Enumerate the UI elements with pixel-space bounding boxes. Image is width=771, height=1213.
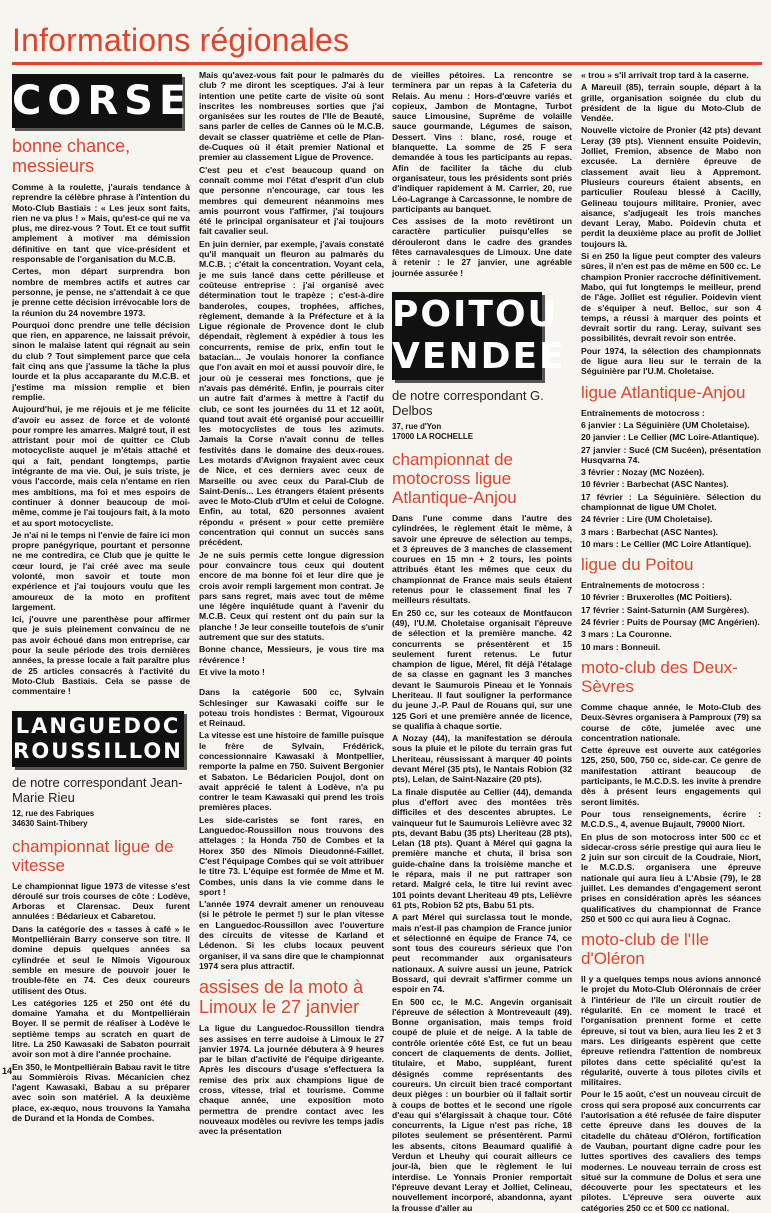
schedule-line: 3 mars : La Couronne. <box>581 629 672 640</box>
languedoc-paragraph: de vieilles pétoires. La rencontre se terminera par un repas à la Cafeteria du Relais. Au menu : Hors-d'œuvre variés et copieux, Jambon de Montagne, Turbot sauce Limousine, Suprême de volaille sauce gourmande, Légumes de saison, Dessert. Vins : blanc, rosé, rouge et blanquette. La somme de 25 F sera demandée à tous les participants au repas. Afin de faciliter la tâche du club organisateur, tous les présidents sont priés d'indiquer rapidement à M. Carrier, 20, rue Léo-Lagrange à Carcassonne, le nombre de participants au banquet. <box>392 70 572 214</box>
corse-paragraph: Comme à la roulette, j'aurais tendance à reprendre la célèbre phrase à l'intention du Moto-Club Bastiais : « Les jeux sont faits, rien ne va plus ! » Mais, qu'est-ce qui ne va plus, me direz-vous ? Tout. Et ce tout suffit amplement à motiver ma démission définitive en tant que vice-président et responsable de l'organisation du M.C.B. <box>12 182 190 265</box>
column-1 <box>12 70 193 1124</box>
languedoc-paragraph: Le championnat ligue 1973 de vitesse s'est déroulé sur trois courses de côte : Lodève, Arboras et Clarensac. Deux furent annulées : Bédarieux et Cabaretou. <box>12 880 190 922</box>
poitou-paragraph: « trou » s'il arrivait trop tard à la caserne. <box>581 70 749 80</box>
poitou-vendee-logo <box>392 292 566 380</box>
languedoc-roussillon-logo <box>12 711 184 767</box>
column-2 <box>199 70 384 1137</box>
schedule-line: 17 février : La Séguinière. Sélection du championnat de ligue UM Cholet. <box>581 491 761 512</box>
corse-paragraph: En juin dernier, par exemple, j'avais constaté qu'il manquait un fleuron au palmarès du M.C.B. ; c'était la concentration. Voyant cela, je me suis lancé dans cette périlleuse et coûteuse entreprise : j'ai organisé avec détermination tout le trapèze ; c'est-à-dire banderoles, coupes, trophées, affiches, règlement, demande à la Préfecture et à la Ligue régionale de Provence dont le club dépendait, règlement à expédier à tous les concurrents, remise de prix, enfin tout le batacian... Je voulais honorer la confiance que l'on avait en moi et aussi pouvoir dire, le jour où je cesserai mes fonctions, que je n'avais pas démérité. Enfin, je pourrais citer un autre fait d'armes à mettre à l'actif du club, ce sont les journées du 11 et 12 août, quand tout avait été organisé pour accueillir les motocyclistes de tous les azimuts. Jamais la Corse n'avait connu de telles festivités dans le domaine des deux-roues. Les motards d'Avignon frayaient avec ceux de Nice, et ces derniers avec ceux de Marseille ou avec ceux du Paral-Club de Saint-Denis... Les étrangers étaient présents avec le Moto-Club d'Ulm et celui de Cologne. Enfin, au total, 620 personnes avaient répondu « présent » pour cette première concentration qui connut un succès sans précédent. <box>199 238 384 548</box>
column-4 <box>581 70 761 1213</box>
schedule-line: 27 janvier : Sucé (CM Sucéen), présentation Husqvarna 74. <box>581 444 761 465</box>
poitou-paragraph: La finale disputée au Cellier (44), demanda plus d'effort avec des montées très difficiles et des descentes abruptes. Le vainqueur fut le Saumurois Lelièvre avec 32 pts, devant Babu (35 pts) Lheriteau (28 pts), Lelan (18 pts). Quant à Mérel qui gagna la première manche et chuta, il brisa son guide-chaîne dans la troisième manche et le répara, mais il ne put rattraper son retard. Malgré cela, le titre lui revint avec 101 points devant Lheriteau 49 pts, Lelièvre 61 pts, Robion 52 pts, Babu 51 pts. <box>392 786 572 910</box>
poitou-paragraph: En 500 cc, le M.C. Angevin organisait l'épreuve de sélection à Montreveault (49). Bonne organisation, mais temps froid coupé de pluie et de neige. A la table de contrôle orientée côté Est, ce fut un beau concert de claquements de dents. Jolliet, titulaire, et Mabo, suppléant, furent désignés comme représentants des coureurs. Un circuit bien tracé comportant deux pièges : un bourbier où il fallait sortir à coups de bottes et le second une rigole d'eau qui s'élargissait à chaque tour. Côté concurrents, la Ligue n'est pas riche, 18 pilotes seulement se présentèrent. Parmi les absents, citons Beaumard qualifié à Verdun et Lheuhy qui courait ailleurs ce jour-là, bien que le règlement le lui interdise. Le Yonnais Pronier remportait l'épreuve devant Leray et Jolliet, Celineau, nouvellement incorporé, abandonna, ayant la frousse d'aller au <box>392 996 572 1213</box>
corse-paragraph: Je ne suis permis cette longue digression pour convaincre tous ceux qui doutent encore de ma bonne foi et leur dire que je crois avoir rempli largement mon contrat. Je pars sans regret, mais avec tout de même une légère inquiétude quant à l'avenir du M.C.B. Ceux qui restent ont du pain sur la planche ! Je leur conseille toutefois de s'unir autrement que sur des statuts. <box>199 549 384 643</box>
atlantique-anjou-heading: ligue Atlantique-Anjou <box>581 382 746 402</box>
poitou-paragraph: A part Mérel qui surclassa tout le monde, mais n'est-il pas champion de France junior et sélectionné en équipe de France 74, ce sont tous des coureurs sérieux que l'on peut recommander aux organisateurs nationaux. A suivre aussi un jeune, Patrick Bossard, qui devrait s'affirmer comme un espoir en 74. <box>392 912 572 995</box>
schedule-line: 3 mars : Barbechat (ASC Nantes). <box>581 526 719 537</box>
poitou-address-line: 37, rue d'Yon <box>392 421 442 431</box>
schedule-line: Entraînements de motocross : <box>581 580 705 591</box>
poitou-paragraph: Comme chaque année, le Moto-Club des Deux-Sèvres organisera à Pamproux (79) sa course de côte, jumelée avec une concentration nationale. <box>581 701 761 743</box>
corse-paragraph: Mais qu'avez-vous fait pour le palmarès du club ? me diront les sceptiques. J'ai à leur intention une petite carte de visite où sont inscrites les nombreuses sorties que j'ai organisées sur les routes de l'Ile de Beauté, sans parler de celles de Cannes où le M.C.B. devait se classer quatrième et celle de Plan-de-Cuques où il était premier National et premier au classement Ligue de Provence. <box>199 70 384 163</box>
limoux-heading: assises de la moto à Limoux le 27 janvier <box>199 977 364 1018</box>
corse-paragraph: Et vive la moto ! <box>199 666 265 677</box>
schedule-line: 10 février : Bruxerolles (MC Poitiers). <box>581 592 732 603</box>
languedoc-heading: championnat ligue de vitesse <box>12 836 174 875</box>
poitou-paragraph: A Nozay (44), la manifestation se déroula sous la pluie et le pilote du terrain gras fut Lheriteau, réussissant à marquer 40 points devant Mérel (35 pts), le Nantais Robion (32 pts), Lelan, de Saint-Nazaire (20 pts). <box>392 733 572 785</box>
motocross-heading: championnat de motocross ligue Atlantique-Anjou <box>392 449 517 507</box>
schedule-line: 10 mars : Le Cellier (MC Loire Atlantique). <box>581 538 752 549</box>
schedule-line: 10 février : Barbechat (ASC Nantes). <box>581 479 729 490</box>
poitou-paragraph: Pour le 15 août, c'est un nouveau circuit de cross qui sera proposé aux concurrents car l'autorisation a été refusée de faire disputer cette épreuve dans les douves de la citadelle du château d'Oléron, fortification de Vauban, pourtant digne cadre pour les luttes sportives des cavaliers des temps modernes. Le nouveau terrain de cross est situé sur la commune de Dolus et sera une découverte pour les spectateurs et les pilotes. L'épreuve sera ouverte aux catégories 250 cc et 500 cc national. <box>581 1089 761 1213</box>
languedoc-logo-line: LANGUEDOC <box>15 713 181 738</box>
column-3 <box>392 70 572 1213</box>
languedoc-paragraph: Dans la catégorie 500 cc, Sylvain Schlesinger sur Kawasaki coiffe sur le poteau trois hondistes : Bermat, Vigouroux et Reinaud. <box>199 687 384 729</box>
schedule-line: 3 février : Nozay (MC Nozéen). <box>581 467 705 478</box>
schedule-line: 10 mars : Bonneuil. <box>581 641 661 652</box>
ligue-poitou-heading: ligue du Poitou <box>581 555 694 575</box>
schedule-line: 24 février : Lire (UM Choletaise). <box>581 514 713 525</box>
schedule-line: Entraînements de motocross : <box>581 407 705 418</box>
languedoc-paragraph: Les catégories 125 et 250 ont été du domaine Yamaha et du Montpelliérain Boyer. Il se permit de réaliser à Lodève le septième temps au scratch en quart de litre. La 250 Kawasaki de Sabaton pourrait avoir son mot à dire l'année prochaine. <box>12 997 190 1060</box>
languedoc-address-line: 34630 Saint-Thibery <box>12 818 88 828</box>
vendee-logo-line: VENDEE <box>392 335 566 377</box>
page-title: Informations régionales <box>12 22 350 58</box>
corse-paragraph: Aujourd'hui, je me réjouis et je me félicite d'avoir eu assez de force et de volonté pour rompre les amarres. Malgré tout, il est attristant pour moi de quitter ce Club motocycliste auquel je m'étais attaché et qui a fait, pendant longtemps, partie intégrante de ma vie. Oui, je suis triste, je vous l'accorde, mais cela n'entame en rien mes ambitions, ma foi et mes espoirs de continuer à donner beaucoup de moi-même, comme je l'ai toujours fait, à la moto et au sport motocycliste. <box>12 404 190 528</box>
poitou-address <box>392 422 572 442</box>
poitou-paragraph: En 250 cc, sur les coteaux de Montfaucon (49), l'U.M. Choletaise organisait l'épreuve de sélection et la première manche. 42 concurrents se présentèrent et 15 seulement furent retenus. Le futur champion de ligue, Mérel, fit déjà l'étalage de sa classe en gagnant les 3 manches devant le Saumurois Pineau et le Yonnais Lheriteau. Il faut souligner la performance du jeune J.-P. Paul de Rouans qui, sur une 125 Gori et une première année de licence, se qualifia à chaque sortie. <box>392 607 572 731</box>
poitou-correspondent: de notre correspondant G. Delbos <box>392 387 544 418</box>
poitou-logo-line: POITOU <box>392 293 559 335</box>
languedoc-address-line: 12, rue des Fabriques <box>12 808 95 818</box>
languedoc-correspondent: de notre correspondant Jean-Marie Rieu <box>12 774 183 805</box>
languedoc-paragraph: La ligue du Languedoc-Roussillon tiendra ses assises en terre audoise à Limoux le 27 janvier 1974. La journée débutera à 9 heures par le bilan d'activité de l'équipe dirigeante. Après les discours d'usage s'effectuera la remise des prix aux champions ligue de cross, vitesse, trial et tourisme. Comme chaque année, une exposition moto permettra de prendre contact avec les nouveaux modèles ou revivre les temps jadis avec la présentation <box>199 1023 384 1137</box>
corse-paragraph: Certes, mon départ surprendra bon nombre de membres actifs et autres car personne, je pense, ne s'attendait à ce que je prenne cette décision irrévocable lors de la réunion du 24 novembre 1973. <box>12 266 190 318</box>
poitou-paragraph: Si en 250 la ligue peut compter des valeurs sûres, il n'en est pas de même en 500 cc. Le champion Pronier raccroche définitivement. Mabo, qui fut longtemps le meilleur, prend de l'âge. Jolliet est régulier. Poidevin vient de s'équiper à neuf. Belloc, sur son 4 temps, a réussi à marquer des points et devrait sortir du rang. Leray, suivant ses possibilités, devrait revoir son entrée. <box>581 251 761 344</box>
corse-paragraph: Pourquoi donc prendre une telle décision que rien, en apparence, ne laissait prévoir, sinon le malaise latent qui régnait au sein du club ? Tout simplement parce que cela fait cinq ans que j'assume la tâche la plus lourde et la plus accaparante du M.C.B. et j'estime ma mission remplie et bien remplie. <box>12 319 190 402</box>
languedoc-paragraph: La vitesse est une histoire de famille puisque le frère de Sylvain, Frédérick, concessionnaire Kawasaki à Montpellier, remporte la palme en 750. Suivent Bergonier et Sabaton. Le Bédaricien Poujol, dont on avait apprécié le talent à Lodève, n'a pu contrer le team Kawasaki qui prend les trois premières places. <box>199 730 384 813</box>
languedoc-paragraph: Ces assises de la moto revêtiront un caractère particulier puisqu'elles se dérouleront dans le cadre des grandes fêtes carnavalesques de Limoux. Une date à retenir : le 27 janvier, une agréable journée assurée ! <box>392 216 572 278</box>
poitou-paragraph: En plus de son motocross inter 500 cc et sidecar-cross série prestige qui aura lieu le 2 juin sur son circuit de la Coudraie, Niort, le M.C.D.S. organisera une épreuve nationale qui aura lieu à L'Absie (79), le 28 juillet. Les demandes d'engagement seront prises en considération après les séances qualificatives du championnat de France 250 et 500 cc qui aura lieu à Cognac. <box>581 831 761 924</box>
languedoc-paragraph: Les side-caristes se font rares, en Languedoc-Roussillon nous trouvons des attelages : la Honda 750 de Combes et la Horex 350 des Nîmois Dieudonné-Faillet. C'est l'équipage Combes qui se voit attribuer le titre 73. L'équipe est formée de Mme et M. Combes, unis dans la vie comme dans le sport ! <box>199 814 384 897</box>
title-rule <box>12 62 762 65</box>
languedoc-paragraph: Dans la catégorie des « tasses à café » le Montpelliérain Barry conserve son titre. Il domine depuis quelques années sa cylindrée et seul le Nîmois Vigouroux semble en mesure de pouvoir jouer le trouble-fête en 74. Ces deux coureurs utilisent des Otus. <box>12 923 190 996</box>
schedule-line: 6 janvier : La Séguinière (UM Choletaise). <box>581 419 750 430</box>
schedule-line: 24 février : Puits de Poursay (MC Angérien). <box>581 617 760 628</box>
deux-sevres-heading: moto-club des Deux-Sèvres <box>581 657 738 696</box>
corse-paragraph: Bonne chance, Messieurs, je vous tire ma révérence ! <box>199 644 384 665</box>
corse-paragraph: Ici, j'ouvre une parenthèse pour affirmer que je suis pleinement convaincu de ne pas avoir échoué dans mon entreprise, car pour la seule période des trois dernières années, la presse locale a fait paraître plus de 25 articles consacrés à l'activité du Moto-Club Bastiais. Cela se passe de commentaire ! <box>12 614 190 697</box>
poitou-paragraph: A Mareuil (85), terrain souple, départ à la grille, organisation soignée du club du président de la ligue du Moto-Club de Vendée. <box>581 82 761 124</box>
oleron-heading: moto-club de l'Ile d'Oléron <box>581 930 709 969</box>
page-number: 14 <box>2 1066 13 1076</box>
roussillon-logo-line: ROUSSILLON <box>13 738 183 763</box>
poitou-paragraph: Pour 1974, la sélection des championnats de ligue aura lieu sur le terrain de la Séguinière par l'U.M. Choletaise. <box>581 345 761 377</box>
schedule-line: 20 janvier : Le Cellier (MC Loire-Atlantique). <box>581 432 760 443</box>
corse-paragraph: C'est peu et c'est beaucoup quand on connaît comme moi l'état d'esprit d'un club que personne n'encourage, car tous les membres qui demeurent néanmoins mes amis pourront vous l'affirmer, j'ai toujours été le principal organisateur et j'ai toujours fait cavalier seul. <box>199 164 384 237</box>
languedoc-address <box>12 809 190 829</box>
languedoc-paragraph: En 350, le Montpelliérain Babau ravit le titre au Sommièrois Rivas. Mécanicien chez l'agent Kawasaki, Babau a su préparer avec soin son matériel. A la deuxième place, ex-æquo, nous trouvons la Yamaha de Durand et la Honda de Combes. <box>12 1061 190 1124</box>
poitou-paragraph: Cette épreuve est ouverte aux catégories 125, 250, 500, 750 cc, side-car. Ce genre de manifestation attirant beaucoup de participants, le M.C.D.S. les invite à prendre dès à présent leurs engagements qui seront limités. <box>581 745 761 807</box>
poitou-paragraph: Dans l'une comme dans l'autre des cylindrées, le règlement était le même, à savoir une épreuve de sélection au temps, et 3 épreuves de 3 manches de classement courues en 15 mn + 2 tours, les points attribués étant les mêmes que ceux du championnat de France mais seuls étaient retenus pour le classement final les 7 meilleurs résultats. <box>392 512 572 606</box>
poitou-paragraph: Pour tous renseignements, écrire : M.C.D.S., 4, avenue Bujault, 79000 Niort. <box>581 808 761 830</box>
languedoc-paragraph: L'année 1974 devrait amener un renouveau (si le pétrole le permet !) sur le plan vitesse en Languedoc-Roussillon avec l'ouverture des circuits de vitesse de Karland et Lédenon. Si les clubs locaux peuvent organiser, il va sans dire que le championnat 1974 sera plus attractif. <box>199 899 384 971</box>
poitou-address-line: 17000 LA ROCHELLE <box>392 431 474 441</box>
schedule-line: 17 février : Saint-Saturnin (AM Surgères). <box>581 604 750 615</box>
poitou-paragraph: Nouvelle victoire de Pronier (42 pts) devant Leray (39 pts). Viennent ensuite Poidevin, Jolliet, Fremion, absence de Mabo non excusée. La dernière épreuve de classement avait lieu à Appremont. Plusieurs coureurs étaient absents, en particulier Rouleau blessé à Cacilly, Gelineau toujours militaire. Pronier, avec aisance, s'adjugeait les trois manches devant Leray, Mabo. Poidevin chuta et perdit la deuxième place au profit de Jolliet toujours là. <box>581 125 761 249</box>
corse-logo: CORSE <box>12 74 182 128</box>
corse-heading: bonne chance, messieurs <box>12 136 131 176</box>
page-header <box>12 22 762 62</box>
corse-paragraph: Je n'ai ni le temps ni l'envie de faire ici mon propre panégyrique, pourtant et personne ne me contredira, ce Club que je quitte le cœur lourd, je l'ai créé avec ma seule volonté, mon savoir et toute mon expérience et j'ai toujours voulu que les amoureux de la moto en profitent largement. <box>12 529 190 612</box>
poitou-paragraph: Il y a quelques temps nous avions annoncé le projet du Moto-Club Oléronnais de créer à l'intérieur de l'île un circuit routier de régularité. En ce moment le tracé et l'organisation prennent forme et cette épreuve, si tout va bien, aura lieu les 2 et 3 mars. Les dirigeants espèrent que cette épreuve retiendra l'attention de nombreux pilotes dans cette spécialité qu'est la régularité, ouverte à tous pilotes civils et militaires. <box>581 974 761 1088</box>
